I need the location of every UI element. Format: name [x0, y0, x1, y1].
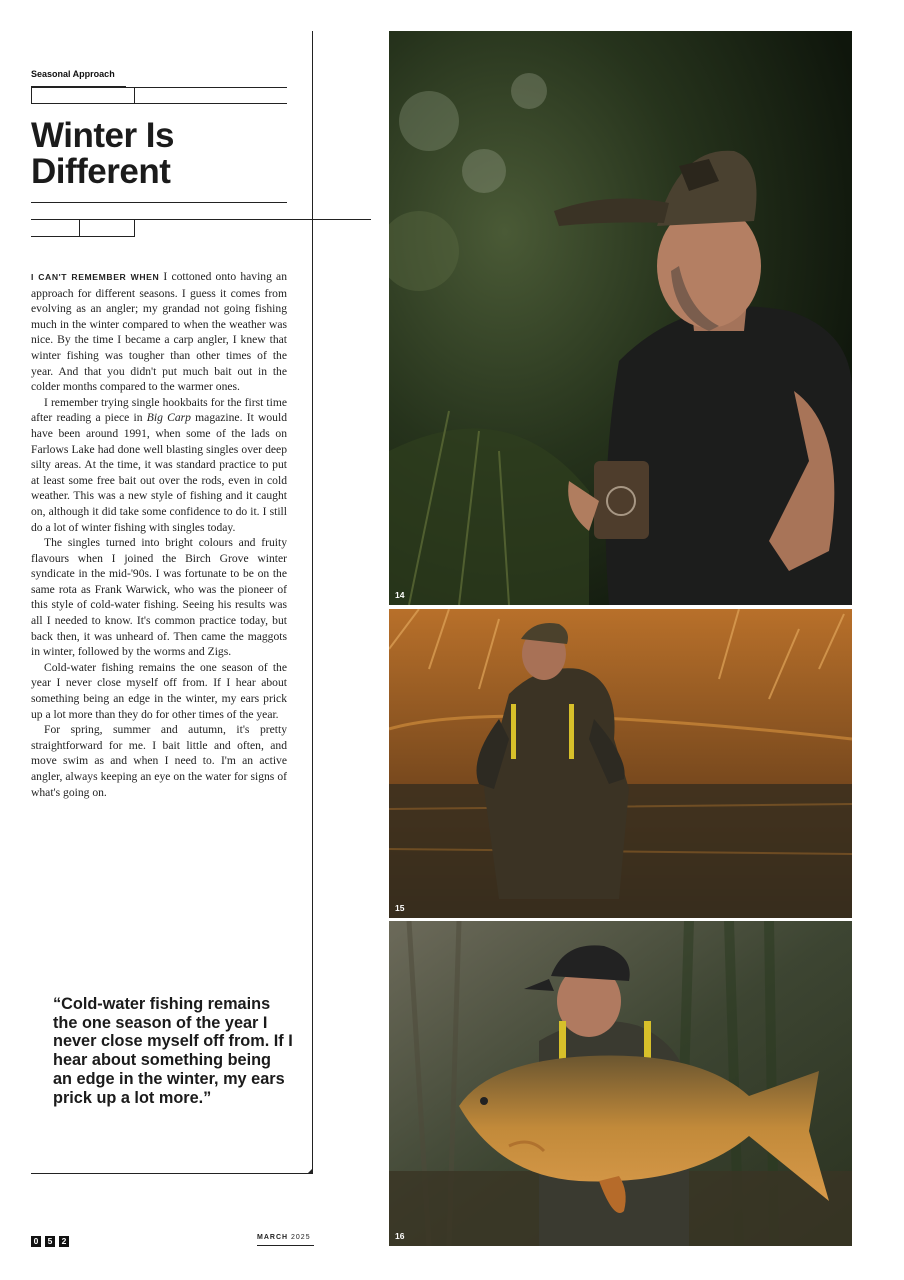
article-body	[31, 269, 287, 800]
title-line-1: Winter Is	[31, 116, 174, 155]
title-rule	[31, 202, 287, 203]
magazine-title: Big Carp	[146, 411, 191, 425]
pull-quote: “Cold-water fishing remains the one season of the year I never close myself off from. If I hear about something being an edge in the winter, my ears prick up a lot more.”	[53, 995, 293, 1107]
issue-year: 2025	[291, 1234, 311, 1241]
column-divider	[312, 31, 313, 1173]
portrait-image	[389, 31, 852, 605]
article-title	[31, 118, 311, 190]
wading-image	[389, 609, 852, 918]
issue-month: MARCH	[257, 1234, 289, 1241]
page-digit-3: 2	[59, 1236, 69, 1247]
photo-angler-portrait	[389, 31, 852, 605]
photo-angler-carp	[389, 921, 852, 1246]
paragraph-3: The singles turned into bright colours and fruity flavours when I joined the Birch Grove winter syndicate in the mid-'90s. I was fortunate to be on the same rota as Frank Warwick, who was the pioneer of this style of cold-water fishing. Seeing his results was all I needed to know. It's common practice today, but back then, it was unheard of. Then came the maggots in winter, followed by the worms and Zigs.	[31, 536, 287, 659]
photo-caption-16: 16	[395, 1231, 405, 1241]
footer-date-rule	[257, 1245, 314, 1246]
title-box-tick	[79, 219, 80, 237]
lead-in: I CAN'T REMEMBER WHEN	[31, 272, 160, 282]
paragraph-1: I CAN'T REMEMBER WHEN I cottoned onto having an approach for different seasons. I guess it comes from evolving as an angler; my grandad not going fishing much in the winter compared to when the weather was nice. By the time I became a carp angler, I knew that winter fishing was tougher than other times of the year. And that you didn't put much bait out in the colder months compared to the warmer ones.	[31, 270, 287, 394]
issue-date	[257, 1234, 311, 1241]
paragraph-2: I remember trying single hookbaits for the first time after reading a piece in Big Carp magazine. It would have been around 1991, when some of the lads on Farlows Lake had done well blasting singles over deep silty areas. At the time, it was standard practice to put at least some free bait out over the rods, even in cold weather. This was a new style of fishing and it caught on, although it did take some confidence to do it. I still do a lot of winter fishing with singles today.	[31, 395, 287, 534]
section-label: Seasonal Approach	[31, 69, 115, 79]
photo-caption-14: 14	[395, 590, 405, 600]
title-line-2: Different	[31, 152, 171, 191]
page-digit-2: 5	[45, 1236, 55, 1247]
page-number	[31, 1236, 69, 1248]
photo-angler-wading	[389, 609, 852, 918]
paragraph-4: Cold-water fishing remains the one season of the year I never close myself off from. If I hear about something being an edge in the winter, my ears prick up a lot more than they do for other times of the year.	[31, 660, 287, 721]
quote-bottom-rule	[31, 1173, 313, 1174]
photo-caption-15: 15	[395, 903, 405, 913]
header-box	[31, 87, 135, 104]
carp-image	[389, 921, 852, 1246]
header-box-line	[135, 103, 287, 104]
page-digit-1: 0	[31, 1236, 41, 1247]
paragraph-5: For spring, summer and autumn, it's pretty straightforward for me. I bait little and often, and move swim as and when I need to. I'm an active angler, always keeping an eye on the water for signs of what's going on.	[31, 723, 287, 799]
title-box	[31, 219, 135, 237]
